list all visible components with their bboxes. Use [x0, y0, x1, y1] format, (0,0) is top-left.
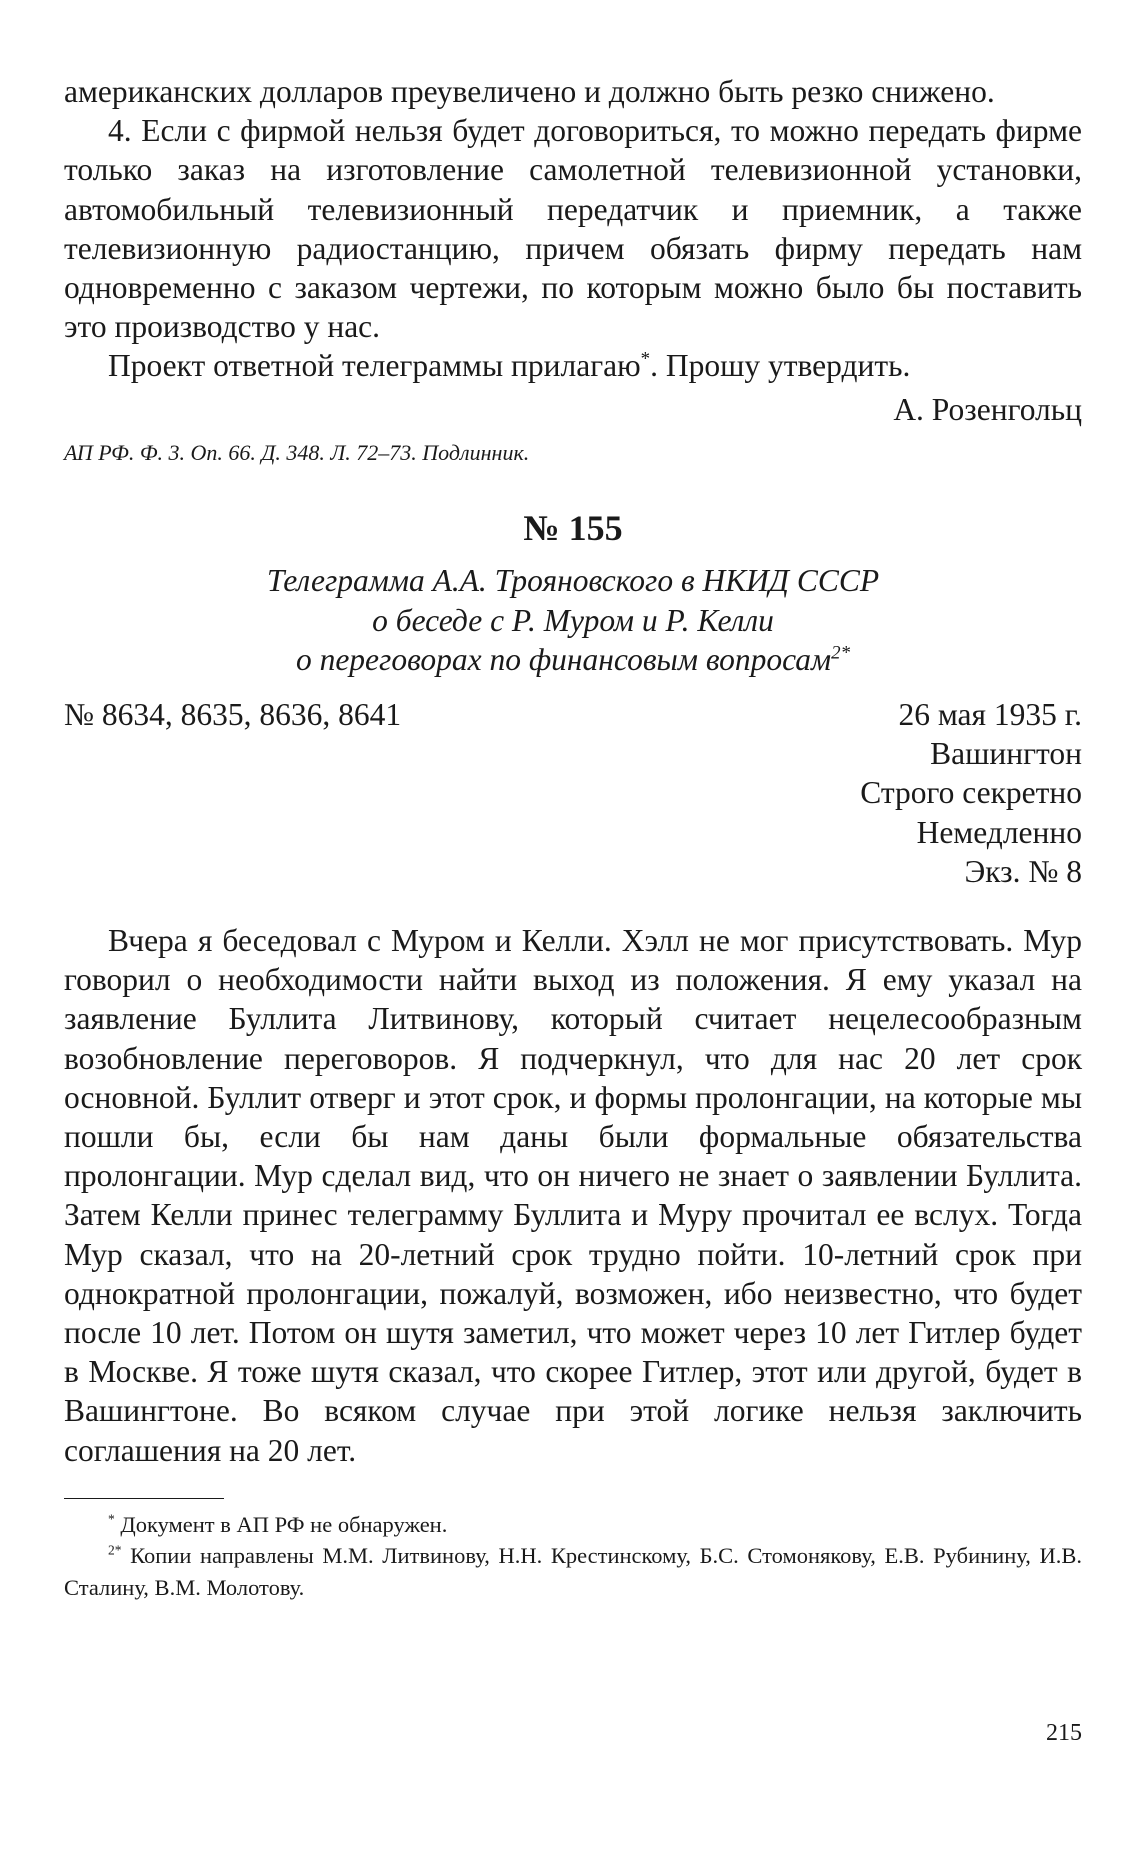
draft-text-end: . Прошу утвердить.	[650, 348, 911, 384]
continuation-paragraph: американских долларов преувеличено и должно быть резко снижено.	[64, 74, 995, 109]
archive-reference: АП РФ. Ф. 3. Оп. 66. Д. 348. Л. 72–73. Подлинник.	[64, 439, 530, 465]
telegram-numbers: № 8634, 8635, 8636, 8641	[64, 697, 402, 733]
footnote-text: Копии направлены М.М. Литвинову, Н.Н. Крестинскому, Б.С. Стомонякову, Е.В. Рубинину, И.В. Сталину, В.М. Молотову.	[64, 1543, 1082, 1600]
page-content	[64, 72, 1082, 1603]
footnote-divider	[64, 1498, 224, 1499]
telegram-body: Вчера я беседовал с Муром и Келли. Хэлл не мог присутствовать. Мур говорил о необходимости найти выход из положения. Я ему указал на заявление Буллита Литвинову, который считает нецелесообразным возобновление переговоров. Я подчеркнул, что для нас 20 лет срок основной. Буллит отверг и этот срок, и формы пролонгации, на которые мы пошли бы, если бы нам даны были формальные обязательства пролонгации. Мур сделал вид, что он ничего не знает о заявлении Буллита. Затем Келли принес телеграмму Буллита и Муру прочитал ее вслух. Тогда Мур сказал, что на 20-летний срок трудно пойти. 10-летний срок при однократной пролонгации, пожалуй, возможен, ибо неизвестно, что будет после 10 лет. Потом он шутя заметил, что может через 10 лет Гитлер будет в Москве. Я тоже шутя сказал, что скорее Гитлер, этот или другой, будет в Вашингтоне. Во всяком случае при этой логике нельзя заключить соглашения на 20 лет.	[64, 923, 1082, 1468]
telegram-copy: Экз. № 8	[964, 853, 1082, 889]
telegram-meta-block	[64, 734, 1082, 891]
signature: А. Розенгольц	[893, 391, 1082, 427]
point-4-paragraph: 4. Если с фирмой нельзя будет договориться, то можно передать фирме только заказ на изготовление самолетной телевизионной установки, автомобильный телевизионный передатчик и приемник, а также телевизионную радиостанцию, причем обязать фирму передать нам одновременно с заказом чертежи, по которым можно было бы поставить это производство у нас.	[64, 113, 1082, 345]
document-title-text: о переговорах по финансовым вопросам	[295, 641, 832, 677]
telegram-classification: Строго секретно	[860, 775, 1082, 811]
draft-paragraph	[64, 346, 1082, 385]
document-number: № 155	[523, 508, 623, 549]
footnote-marker: 2*	[108, 1542, 122, 1558]
footnote-marker: *	[108, 1511, 115, 1527]
telegram-place: Вашингтон	[930, 736, 1082, 772]
footnote-text: Документ в АП РФ не обнаружен.	[114, 1511, 448, 1537]
footnote-marker: 2*	[831, 642, 851, 664]
footnote-1	[64, 1509, 1082, 1541]
telegram-meta-row	[64, 695, 1082, 734]
page-number: 215	[1046, 1720, 1082, 1746]
document-title-line-3	[64, 640, 1082, 679]
document-title-line-1: Телеграмма А.А. Трояновского в НКИД СССР	[266, 563, 880, 599]
document-title-line-2: о беседе с Р. Муром и Р. Келли	[372, 602, 774, 638]
telegram-urgency: Немедленно	[916, 814, 1082, 850]
footnote-2	[64, 1540, 1082, 1603]
footnote-marker: *	[640, 348, 651, 370]
draft-text: Проект ответной телеграммы прилагаю	[108, 348, 641, 384]
telegram-date: 26 мая 1935 г.	[898, 697, 1082, 733]
